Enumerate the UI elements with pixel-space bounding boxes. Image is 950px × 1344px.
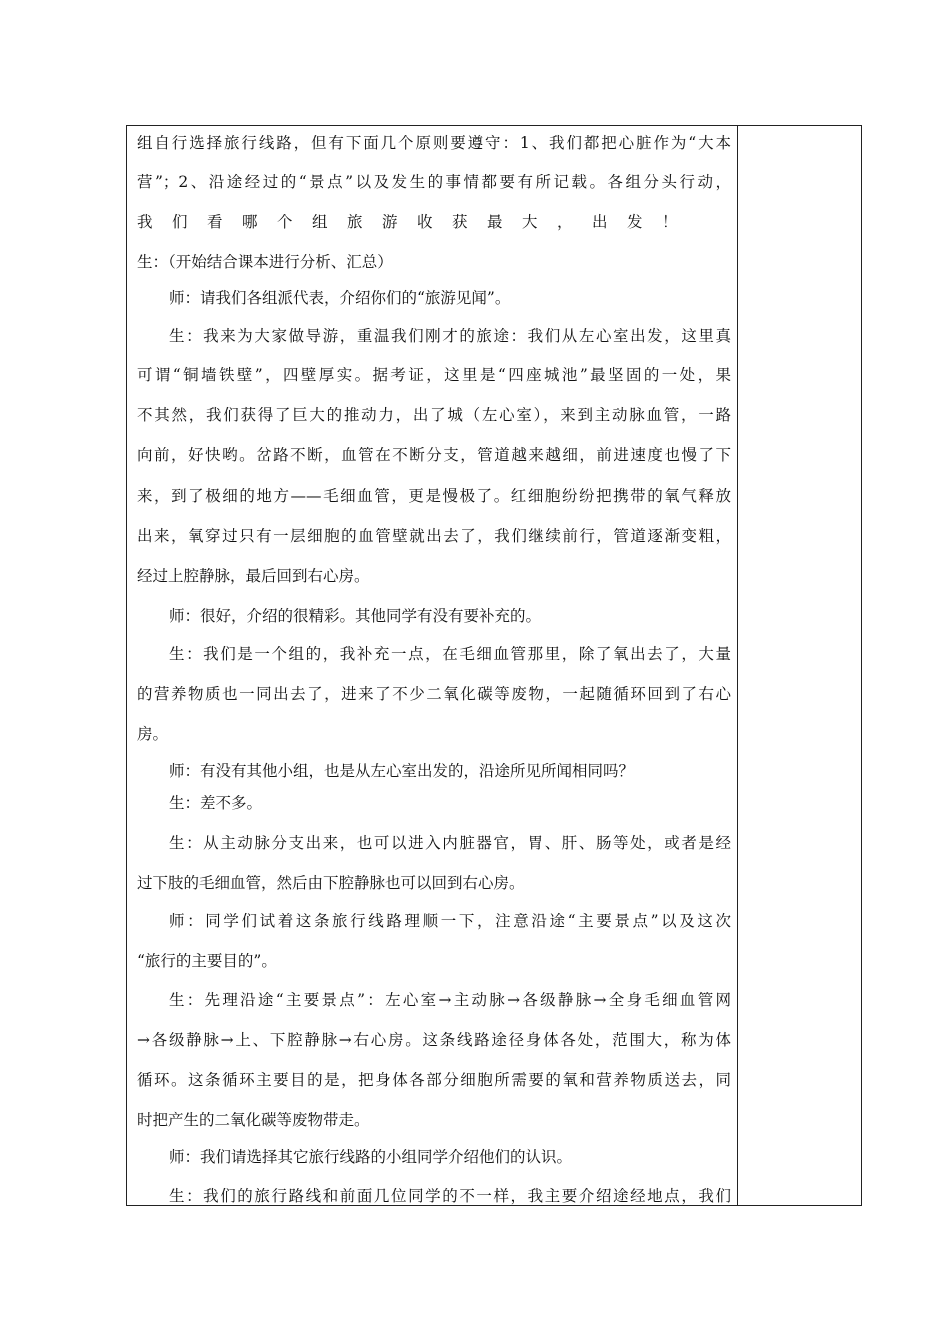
text-line: 出来，氧穿过只有一层细胞的血管壁就出去了，我们继续前行，管道逐渐变粗， <box>137 527 731 545</box>
column-divider <box>737 126 738 1205</box>
text-line: 生：我们是一个组的，我补充一点，在毛细血管那里，除了氧出去了，大量 <box>169 645 731 663</box>
text-line: 的营养物质也一同出去了，进来了不少二氧化碳等废物，一起随循环回到了右心 <box>137 685 731 703</box>
text-line: 师：很好，介绍的很精彩。其他同学有没有要补充的。 <box>169 607 542 625</box>
text-line: 师：请我们各组派代表，介绍你们的“旅游见闻”。 <box>169 289 511 307</box>
text-line: 师：我们请选择其它旅行线路的小组同学介绍他们的认识。 <box>169 1148 573 1166</box>
text-line: 营”；2、沿途经过的“景点”以及发生的事情都要有所记载。各组分头行动， <box>137 173 731 191</box>
text-line: →各级静脉→上、下腔静脉→右心房。这条线路途径身体各处，范围大，称为体 <box>137 1031 731 1049</box>
text-line: 时把产生的二氧化碳等废物带走。 <box>137 1111 370 1129</box>
text-line: 来，到了极细的地方——毛细血管，更是慢极了。红细胞纷纷把携带的氧气释放 <box>137 487 731 505</box>
text-line: 循环。这条循环主要目的是，把身体各部分细胞所需要的氧和营养物质送去，同 <box>137 1071 731 1089</box>
text-line: 生：差不多。 <box>169 794 263 812</box>
text-line: 师：有没有其他小组，也是从左心室出发的，沿途所见所闻相同吗？ <box>169 762 635 780</box>
text-line: 不其然，我们获得了巨大的推动力，出了城（左心室），来到主动脉血管，一路 <box>137 406 731 424</box>
text-line: 可谓“铜墙铁壁”，四壁厚实。据考证，这里是“四座城池”最坚固的一处，果 <box>137 366 731 384</box>
text-line: 生：我们的旅行路线和前面几位同学的不一样，我主要介绍途经地点，我们 <box>169 1187 731 1205</box>
text-line: 房。 <box>137 725 169 743</box>
text-line: 经过上腔静脉，最后回到右心房。 <box>137 567 370 585</box>
text-line: 生：（开始结合课本进行分析、汇总） <box>137 253 393 271</box>
text-line: 我们看哪个组旅游收获最大，出发！ <box>137 213 698 231</box>
document-table <box>126 125 862 1206</box>
text-line: 生：从主动脉分支出来，也可以进入内脏器官，胃、肝、肠等处，或者是经 <box>169 834 731 852</box>
text-line: 师：同学们试着这条旅行线路理顺一下，注意沿途“主要景点”以及这次 <box>169 912 731 930</box>
text-line: 生：先理沿途“主要景点”：左心室→主动脉→各级静脉→全身毛细血管网 <box>169 991 731 1009</box>
text-line: “旅行的主要目的”。 <box>137 952 277 970</box>
text-line: 生：我来为大家做导游，重温我们刚才的旅途：我们从左心室出发，这里真 <box>169 327 731 345</box>
text-line: 过下肢的毛细血管，然后由下腔静脉也可以回到右心房。 <box>137 874 525 892</box>
text-line: 向前，好快哟。岔路不断，血管在不断分支，管道越来越细，前进速度也慢了下 <box>137 446 731 464</box>
text-line: 组自行选择旅行线路，但有下面几个原则要遵守：1、我们都把心脏作为“大本 <box>137 134 731 152</box>
